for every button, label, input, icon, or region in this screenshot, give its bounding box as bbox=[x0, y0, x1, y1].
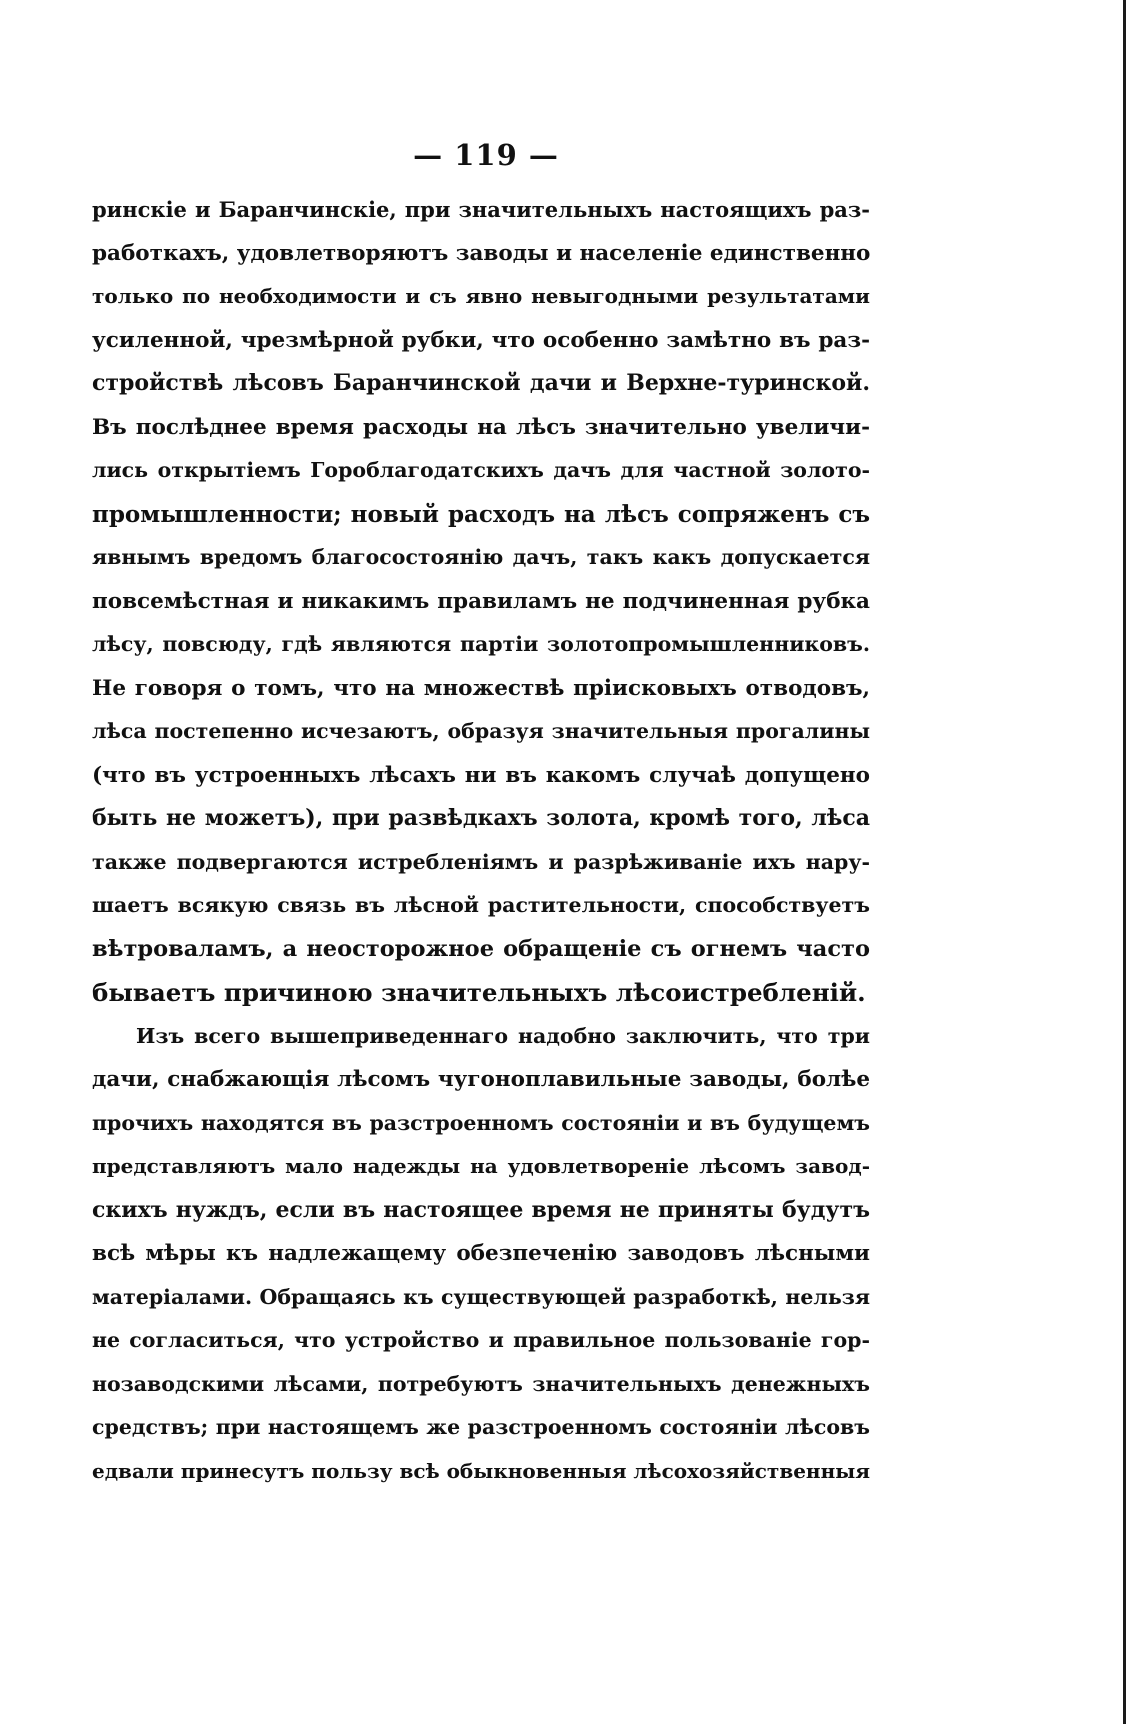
text-line: повсемѣстная и никакимъ правиламъ не подчиненная рубка bbox=[92, 588, 870, 614]
text-line: лись открытіемъ Гороблагодатскихъ дачъ для частной золото- bbox=[92, 458, 870, 482]
text-line: только по необходимости и съ явно невыгодными результатами bbox=[92, 284, 870, 308]
text-line: лѣсу, повсюду, гдѣ являются партіи золотопромышленниковъ. bbox=[92, 632, 870, 656]
page-edge-shadow bbox=[1123, 0, 1126, 1724]
page-number: — 119 — bbox=[413, 138, 559, 172]
text-line: прочихъ находятся въ разстроенномъ состояніи и въ будущемъ bbox=[92, 1110, 870, 1135]
text-line: представляютъ мало надежды на удовлетвореніе лѣсомъ завод- bbox=[92, 1154, 870, 1178]
text-line: ринскіе и Баранчинскіе, при значительныхъ настоящихъ раз- bbox=[92, 197, 870, 222]
text-line: дачи, снабжающія лѣсомъ чугоноплавильные заводы, болѣе bbox=[92, 1067, 870, 1092]
text-line: лѣса постепенно исчезаютъ, образуя значительныя прогалины bbox=[92, 719, 870, 743]
text-line: бываетъ причиною значительныхъ лѣсоистребленій. bbox=[92, 978, 866, 1007]
text-line: явнымъ вредомъ благосостоянію дачъ, такъ какъ допускается bbox=[92, 545, 870, 569]
text-line: быть не можетъ), при развѣдкахъ золота, кромѣ того, лѣса bbox=[92, 805, 870, 831]
text-line: промышленности; новый расходъ на лѣсъ сопряженъ съ bbox=[92, 500, 870, 528]
text-line: усиленной, чрезмѣрной рубки, что особенно замѣтно въ раз- bbox=[92, 327, 870, 353]
paragraph-2 bbox=[92, 1015, 870, 1494]
text-line: нозаводскими лѣсами, потребуютъ значительныхъ денежныхъ bbox=[92, 1371, 870, 1396]
text-line: шаетъ всякую связь въ лѣсной растительности, способствуетъ bbox=[92, 893, 870, 917]
text-line: (что въ устроенныхъ лѣсахъ ни въ какомъ случаѣ допущено bbox=[92, 762, 870, 788]
body-text bbox=[92, 188, 870, 1493]
text-line: Въ послѣднее время расходы на лѣсъ значительно увеличи- bbox=[92, 414, 870, 440]
text-line: Не говоря о томъ, что на множествѣ пріисковыхъ отводовъ, bbox=[92, 675, 870, 701]
text-line: не согласиться, что устройство и правильное пользованіе гор- bbox=[92, 1328, 870, 1352]
text-line: скихъ нуждъ, если въ настоящее время не приняты будутъ bbox=[92, 1196, 870, 1223]
text-line: едвали принесутъ пользу всѣ обыкновенныя лѣсохозяйственныя bbox=[92, 1458, 871, 1483]
text-line: работкахъ, удовлетворяютъ заводы и населеніе единственно bbox=[92, 240, 871, 266]
text-line: стройствѣ лѣсовъ Баранчинской дачи и Верхне-туринской. bbox=[92, 370, 870, 396]
text-line: вѣтроваламъ, а неосторожное обращеніе съ огнемъ часто bbox=[92, 935, 870, 962]
text-line: средствъ; при настоящемъ же разстроенномъ состояніи лѣсовъ bbox=[92, 1415, 870, 1439]
text-line: матеріалами. Обращаясь къ существующей разработкѣ, нельзя bbox=[92, 1284, 870, 1309]
text-line: также подвергаются истребленіямъ и разрѣживаніе ихъ нару- bbox=[92, 849, 870, 874]
text-line: Изъ всего вышеприведеннаго надобно заключить, что три bbox=[136, 1023, 870, 1048]
text-line: всѣ мѣры къ надлежащему обезпеченію заводовъ лѣсными bbox=[92, 1241, 870, 1266]
paragraph-1 bbox=[92, 188, 870, 1015]
